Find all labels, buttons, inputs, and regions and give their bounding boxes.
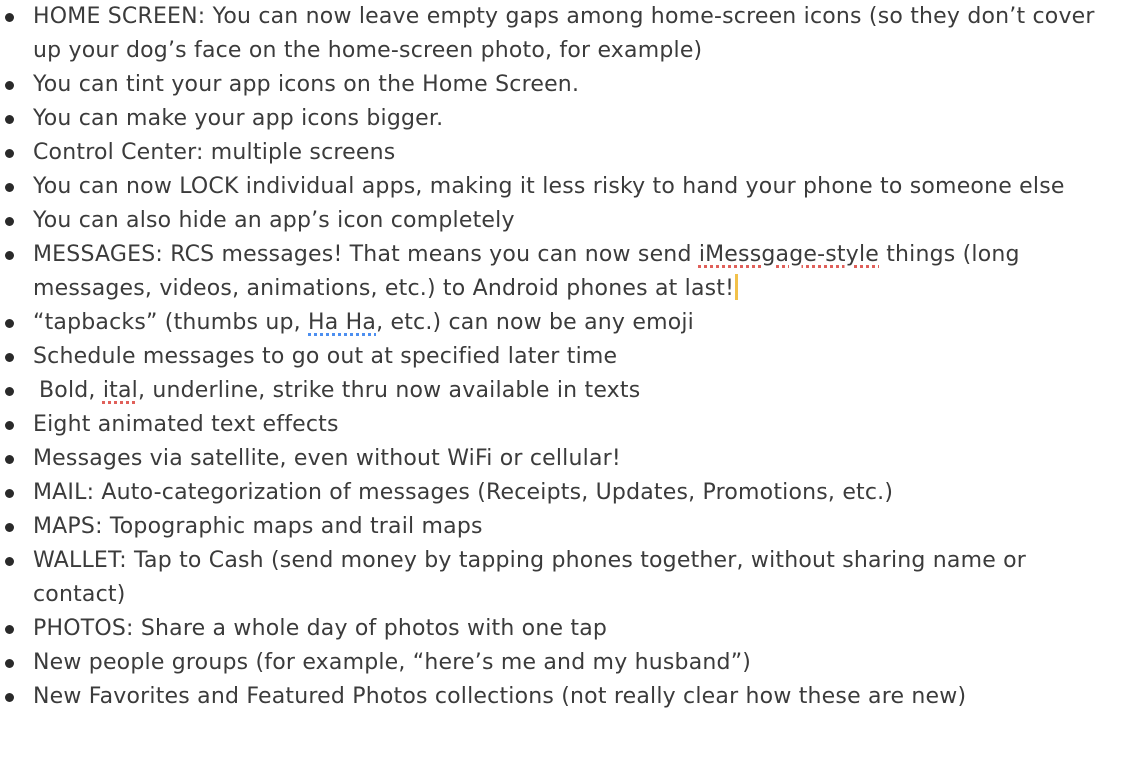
bullet-dot (5, 693, 14, 702)
list-item-text-post: things (long messages, videos, animations, etc.) to Android phones at last! (33, 242, 1020, 301)
bullet-dot (5, 421, 14, 430)
list-item-text: Eight animated text effects (33, 412, 339, 437)
bullet-dot (5, 183, 14, 192)
list-item-text: MAPS: Topographic maps and trail maps (33, 514, 483, 539)
list-item-text: You can make your app icons bigger. (33, 106, 444, 131)
list-item[interactable] (0, 680, 1140, 714)
list-item-text-pre: “tapbacks” (thumbs up, (33, 310, 309, 335)
bullet-dot (5, 353, 14, 362)
list-item[interactable] (0, 646, 1140, 680)
list-item[interactable] (0, 510, 1140, 544)
list-item-text: New Favorites and Featured Photos collections (not really clear how these are new) (33, 684, 967, 709)
bullet-dot (5, 523, 14, 532)
spelling-flagged-word[interactable]: ital (102, 378, 138, 403)
bullet-dot (5, 81, 14, 90)
bullet-dot (5, 319, 14, 328)
bullet-dot (5, 217, 14, 226)
list-item-text: You can also hide an app’s icon completely (33, 208, 515, 233)
list-item[interactable] (0, 136, 1140, 170)
bullet-dot (5, 659, 14, 668)
bullet-dot (5, 149, 14, 158)
list-item-text: Messages via satellite, even without WiFi or cellular! (33, 446, 621, 471)
grammar-flagged-word[interactable]: Ha Ha (308, 310, 377, 335)
list-item[interactable] (0, 612, 1140, 646)
list-item[interactable] (0, 374, 1140, 408)
list-item[interactable] (0, 68, 1140, 102)
list-item-text: New people groups (for example, “here’s me and my husband”) (33, 650, 752, 675)
bullet-dot (5, 13, 14, 22)
list-item-text: WALLET: Tap to Cash (send money by tapping phones together, without sharing name or contact) (33, 548, 1027, 607)
list-item[interactable] (0, 340, 1140, 374)
list-item-text: You can now LOCK individual apps, making it less risky to hand your phone to someone else (33, 174, 1065, 199)
bullet-dot (5, 455, 14, 464)
list-item[interactable] (0, 170, 1140, 204)
list-item[interactable] (0, 306, 1140, 340)
list-item[interactable] (0, 0, 1140, 68)
list-item-text: HOME SCREEN: You can now leave empty gaps among home-screen icons (so they don’t cover up your dog’s face on the home-screen photo, for example) (33, 4, 1095, 63)
list-item-text: Control Center: multiple screens (33, 140, 396, 165)
list-item-text-post: , underline, strike thru now available in texts (137, 378, 641, 403)
bullet-dot (5, 387, 14, 396)
list-item[interactable] (0, 442, 1140, 476)
list-item[interactable] (0, 238, 1140, 306)
list-item-text: Schedule messages to go out at specified later time (33, 344, 618, 369)
list-item[interactable] (0, 544, 1140, 612)
bullet-dot (5, 557, 14, 566)
text-insertion-caret (735, 274, 738, 300)
list-item-text: You can tint your app icons on the Home Screen. (33, 72, 580, 97)
list-item[interactable] (0, 476, 1140, 510)
list-item[interactable] (0, 204, 1140, 238)
list-item-text-pre: MESSAGES: RCS messages! That means you can now send (33, 242, 699, 267)
list-item-text-post: , etc.) can now be any emoji (376, 310, 694, 335)
bullet-dot (5, 115, 14, 124)
bullet-dot (5, 251, 14, 260)
list-item[interactable] (0, 408, 1140, 442)
list-item-text: MAIL: Auto-categorization of messages (Receipts, Updates, Promotions, etc.) (33, 480, 894, 505)
bullet-dot (5, 625, 14, 634)
list-item-text: PHOTOS: Share a whole day of photos with one tap (33, 616, 608, 641)
list-item-text-pre: Bold, (39, 378, 103, 403)
list-item[interactable] (0, 102, 1140, 136)
spelling-flagged-word[interactable]: iMessgage-style (698, 242, 880, 267)
bullet-dot (5, 489, 14, 498)
